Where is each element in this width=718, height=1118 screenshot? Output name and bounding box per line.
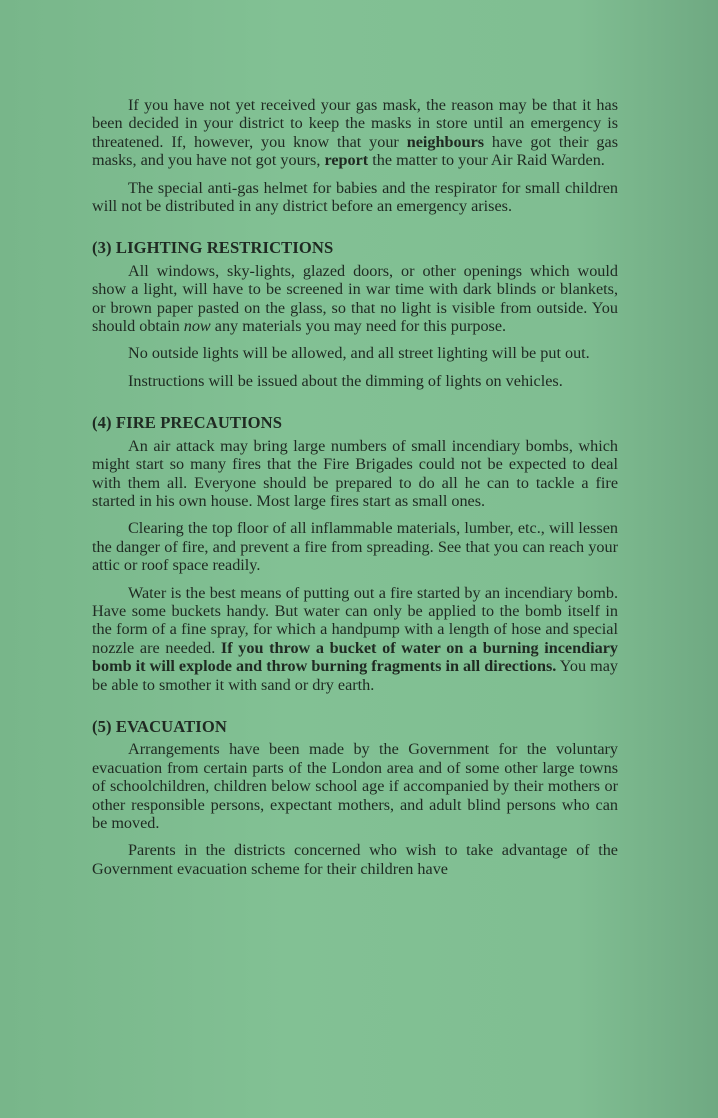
text-run: The special anti-gas helmet for babies and the respirator for small children will not be distributed in any district before an emergency arises. — [92, 178, 618, 216]
text-run: All windows, sky-lights, glazed doors, or other openings which would show a light, will have to be screened in war time with dark — [92, 261, 618, 299]
text-run: the matter to your Air Raid Warden. — [368, 151, 605, 170]
gas-mask-paragraph — [92, 96, 618, 170]
lighting-restrictions-section — [92, 239, 618, 390]
emphasis-text-run: now — [183, 317, 211, 336]
text-run: An air attack may bring large numbers of small incendiary bombs, which might start so many fires that the Fire Brigades could not be expected to deal with them all. Everyone should be prepared to do all he can to tackle a fire started in his own house. Most large fires start as small ones. — [92, 436, 618, 510]
section-heading: (4) FIRE PRECAUTIONS — [92, 413, 283, 433]
text-run: Clearing the top floor of all inflammable materials, lumber, etc., will lessen the danger of fire, and prevent a fire from spreading. See that you can reach your attic or roof space readily. — [92, 519, 618, 575]
document-body — [92, 96, 618, 887]
clearing-top-floor-paragraph — [92, 519, 618, 574]
text-run: Arrangements have been made by the Government for the voluntary evacuation from certain parts of the London area and of some other large towns of schoolchildren, children below school age if accompanied by their mothers or other responsible persons, expectant mothers, and adult blind persons who can be moved. — [92, 740, 618, 832]
vehicle-lights-paragraph — [92, 372, 618, 390]
parents-paragraph — [92, 841, 618, 878]
section-heading: (5) EVACUATION — [92, 716, 227, 736]
fire-precautions-section — [92, 414, 618, 694]
text-run: have got their gas masks, and you have not got yours, — [92, 132, 619, 170]
street-lights-paragraph — [92, 344, 618, 362]
text-run: You may be able to smother it with sand or dry earth. — [92, 657, 618, 694]
water-fire-paragraph — [92, 584, 618, 694]
bold-text-run: neighbours — [406, 132, 485, 151]
incendiary-bombs-paragraph — [92, 437, 618, 511]
text-run: Parents in the districts concerned who wish to take advantage of the Government evacuation scheme for their children have — [92, 841, 618, 878]
text-run: If you have not yet received your gas mask, the reason may be that it has been decided in your district to keep the masks in store until an emergency is threatened. If, however, you know that your — [92, 96, 618, 151]
text-run: Instructions will be issued about the dimming of lights on vehicles. — [128, 371, 563, 390]
lighting-paragraph — [92, 262, 618, 336]
section-heading: (3) LIGHTING RESTRICTIONS — [92, 238, 334, 258]
text-run: blinds or blankets, or brown paper pasted on the glass, so that no light is visible from outside. You should obtain — [92, 280, 618, 336]
text-run: Water is the best means of putting out a fire started by an incendiary bomb. Have some buckets handy. But water can only be applied to the bomb itself in the form of a fine spray, for which a handpump with a length of hose and special nozzle are needed. — [92, 583, 618, 657]
bold-text-run: report — [324, 151, 369, 170]
text-run: any materials you may need for this purpose. — [210, 317, 507, 336]
gas-mask-section — [92, 96, 618, 215]
evacuation-section — [92, 718, 618, 878]
evacuation-arrangements-paragraph — [92, 740, 618, 832]
baby-helmet-paragraph — [92, 179, 618, 216]
bold-warning-text: If you throw a bucket of water on a burning incendiary bomb it will explode and throw burning fragments in all directions. — [92, 638, 618, 676]
text-run: No outside lights will be allowed, and all street lighting will be put out. — [128, 344, 590, 363]
